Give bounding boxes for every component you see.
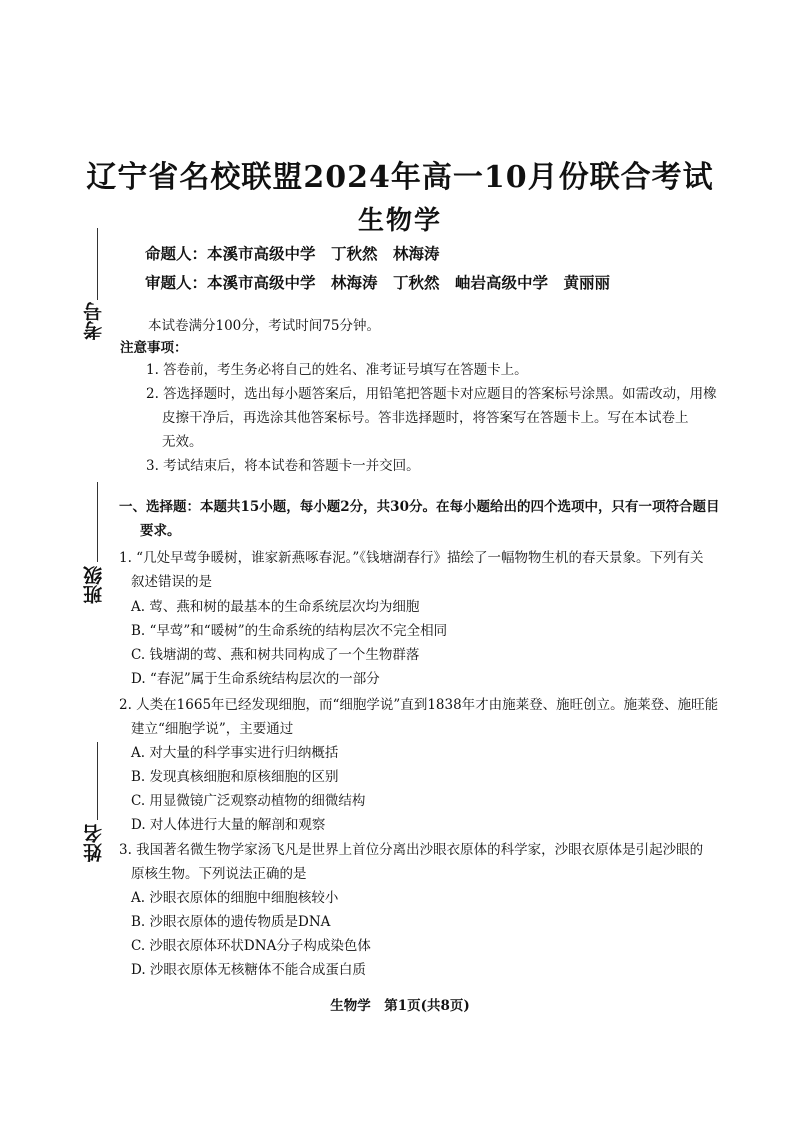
- notice-item: 无效。: [162, 434, 203, 450]
- question-stem: 1. “几处早莺争暖树，谁家新燕啄春泥。”《钱塘湖春行》描绘了一幅物物生机的春天景象。下列有关: [119, 550, 704, 566]
- option-c: C. 沙眼衣原体环状DNA分子构成染色体: [131, 938, 371, 954]
- reviewer-line: 审题人：本溪市高级中学 林海涛 丁秋然 岫岩高级中学 黄丽丽: [145, 274, 611, 292]
- option-d: D. 对人体进行大量的解剖和观察: [131, 817, 326, 833]
- option-c: C. 用显微镜广泛观察动植物的细微结构: [131, 793, 366, 809]
- notice-item: 1. 答卷前，考生务必将自己的姓名、准考证号填写在答题卡上。: [146, 362, 528, 378]
- notice-item: 皮擦干净后，再选涂其他答案标号。答非选择题时，将答案写在答题卡上。写在本试卷上: [162, 410, 689, 426]
- question-stem-cont: 原核生物。下列说法正确的是: [131, 866, 307, 882]
- notice-heading: 注意事项：: [120, 340, 188, 356]
- option-a: A. 沙眼衣原体的细胞中细胞核较小: [131, 890, 339, 906]
- author-line: 命题人：本溪市高级中学 丁秋然 林海涛: [145, 245, 440, 263]
- exam-no-label: 考号: [83, 302, 105, 340]
- option-d: D. 沙眼衣原体无核糖体不能合成蛋白质: [131, 962, 366, 978]
- exam-title: 辽宁省名校联盟2024年高一10月份联合考试: [86, 160, 714, 195]
- question-stem-cont: 叙述错误的是: [131, 574, 212, 590]
- option-d: D. “春泥”属于生命系统结构层次的一部分: [131, 671, 380, 687]
- option-b: B. “早莺”和“暖树”的生命系统的结构层次不完全相同: [131, 623, 448, 639]
- name-label: 姓名: [83, 824, 105, 862]
- exam-no-line: [97, 228, 98, 300]
- subject-title: 生物学: [357, 206, 442, 236]
- section-heading-cont: 要求。: [140, 523, 181, 539]
- option-b: B. 沙眼衣原体的遗传物质是DNA: [131, 914, 331, 930]
- class-line: [97, 482, 98, 562]
- section-heading: 一、选择题：本题共15小题，每小题2分，共30分。在每小题给出的四个选项中，只有一项符合题目: [119, 499, 720, 515]
- option-b: B. 发现真核细胞和原核细胞的区别: [131, 769, 339, 785]
- name-line: [97, 742, 98, 820]
- option-a: A. 莺、燕和树的最基本的生命系统层次均为细胞: [131, 599, 420, 615]
- question-stem: 3. 我国著名微生物学家汤飞凡是世界上首位分离出沙眼衣原体的科学家，沙眼衣原体是引起沙眼的: [119, 842, 704, 858]
- question-stem: 2. 人类在1665年已经发现细胞，而“细胞学说”直到1838年才由施莱登、施旺创立。施莱登、施旺能: [119, 697, 719, 713]
- class-label: 班级: [83, 566, 105, 604]
- option-c: C. 钱塘湖的莺、燕和树共同构成了一个生物群落: [131, 647, 420, 663]
- question-stem-cont: 建立“细胞学说”，主要通过: [131, 721, 294, 737]
- exam-info: 本试卷满分100分，考试时间75分钟。: [148, 318, 380, 334]
- option-a: A. 对大量的科学事实进行归纳概括: [131, 745, 339, 761]
- notice-item: 2. 答选择题时，选出每小题答案后，用铅笔把答题卡对应题目的答案标号涂黑。如需改动，用橡: [146, 386, 717, 402]
- page-footer: 生物学 第1页(共8页): [330, 998, 470, 1014]
- notice-item: 3. 考试结束后，将本试卷和答题卡一并交回。: [146, 458, 420, 474]
